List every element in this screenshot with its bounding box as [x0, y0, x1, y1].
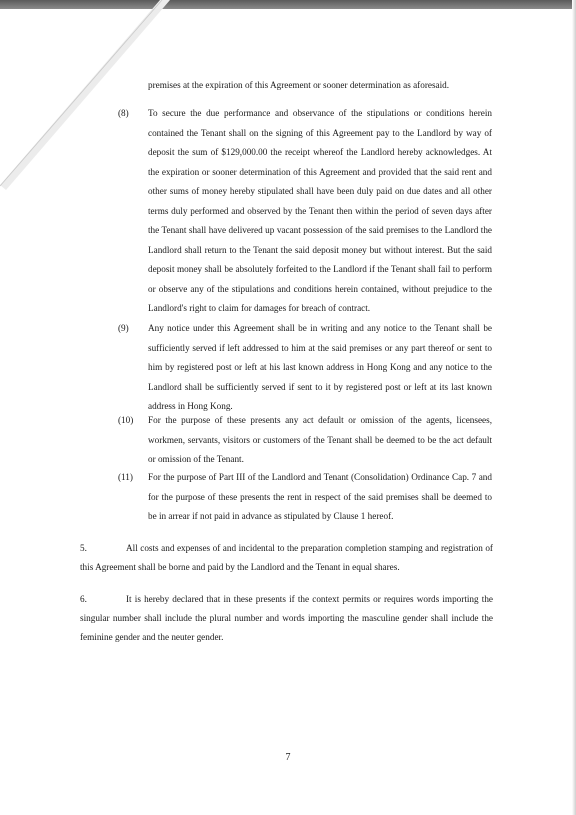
continuation-text: premises at the expiration of this Agreement or sooner determination as aforesaid. — [148, 80, 450, 90]
paragraph-text: It is hereby declared that in these presents if the context permits or requires words importing the singular number shall include the plural number and words importing the masculine gender shall include the feminine gender and the neuter gender. — [80, 594, 493, 642]
paragraph-5 — [80, 539, 493, 577]
clause-number: (11) — [118, 472, 133, 482]
page-number: 7 — [285, 752, 291, 763]
clause-text: Any notice under this Agreement shall be in writing and any notice to the Tenant shall be sufficiently served if left addressed to him at the said premises or any part thereof or sent to him by registered post or left at his last known address in Hong Kong and any notice to the Landlord shall be sufficiently served if sent to it by registered post or left at its last known address in Hong Kong. — [148, 323, 492, 411]
clause-text: For the purpose of Part III of the Landlord and Tenant (Consolidation) Ordinance Cap. 7 and for the purpose of these presents the rent in respect of the said premises shall be deemed to be in arrear if not paid in advance as stipulated by Clause 1 hereof. — [148, 472, 492, 521]
clause-text: To secure the due performance and observance of the stipulations or conditions herein contained the Tenant shall on the signing of this Agreement pay to the Landlord by way of deposit the sum of $129,000.00 the receipt whereof the Landlord hereby acknowledges. At the expiration or sooner determination of this Agreement and provided that the said rent and other sums of money hereby stipulated shall have been duly paid on due dates and all other terms duly performed and observed by the Tenant then within the period of seven days after the Tenant shall have delivered up vacant possession of the said premises to the Landlord the Landlord shall return to the Tenant the said deposit money but without interest. But the said deposit money shall be absolutely forfeited to the Landlord if the Tenant shall fail to perform or observe any of the stipulations and conditions herein contained, without prejudice to the Landlord's right to claim for damages for breach of contract. — [148, 108, 492, 313]
clause-number: (9) — [118, 323, 129, 333]
paragraph-number: 5. — [80, 543, 87, 553]
paragraph-6 — [80, 590, 493, 647]
clause-text: For the purpose of these presents any act default or omission of the agents, licensees, workmen, servants, visitors or customers of the Tenant shall be deemed to be the act default or omission of the Tenant. — [148, 415, 492, 464]
paragraph-text: All costs and expenses of and incidental to the preparation completion stamping and registration of this Agreement shall be borne and paid by the Landlord and the Tenant in equal shares. — [80, 543, 493, 572]
scan-fold-shadow — [0, 0, 170, 190]
clause-number: (8) — [118, 108, 129, 118]
paragraph-number: 6. — [80, 594, 87, 604]
clause-number: (10) — [118, 415, 134, 425]
scan-right-edge — [572, 0, 576, 815]
